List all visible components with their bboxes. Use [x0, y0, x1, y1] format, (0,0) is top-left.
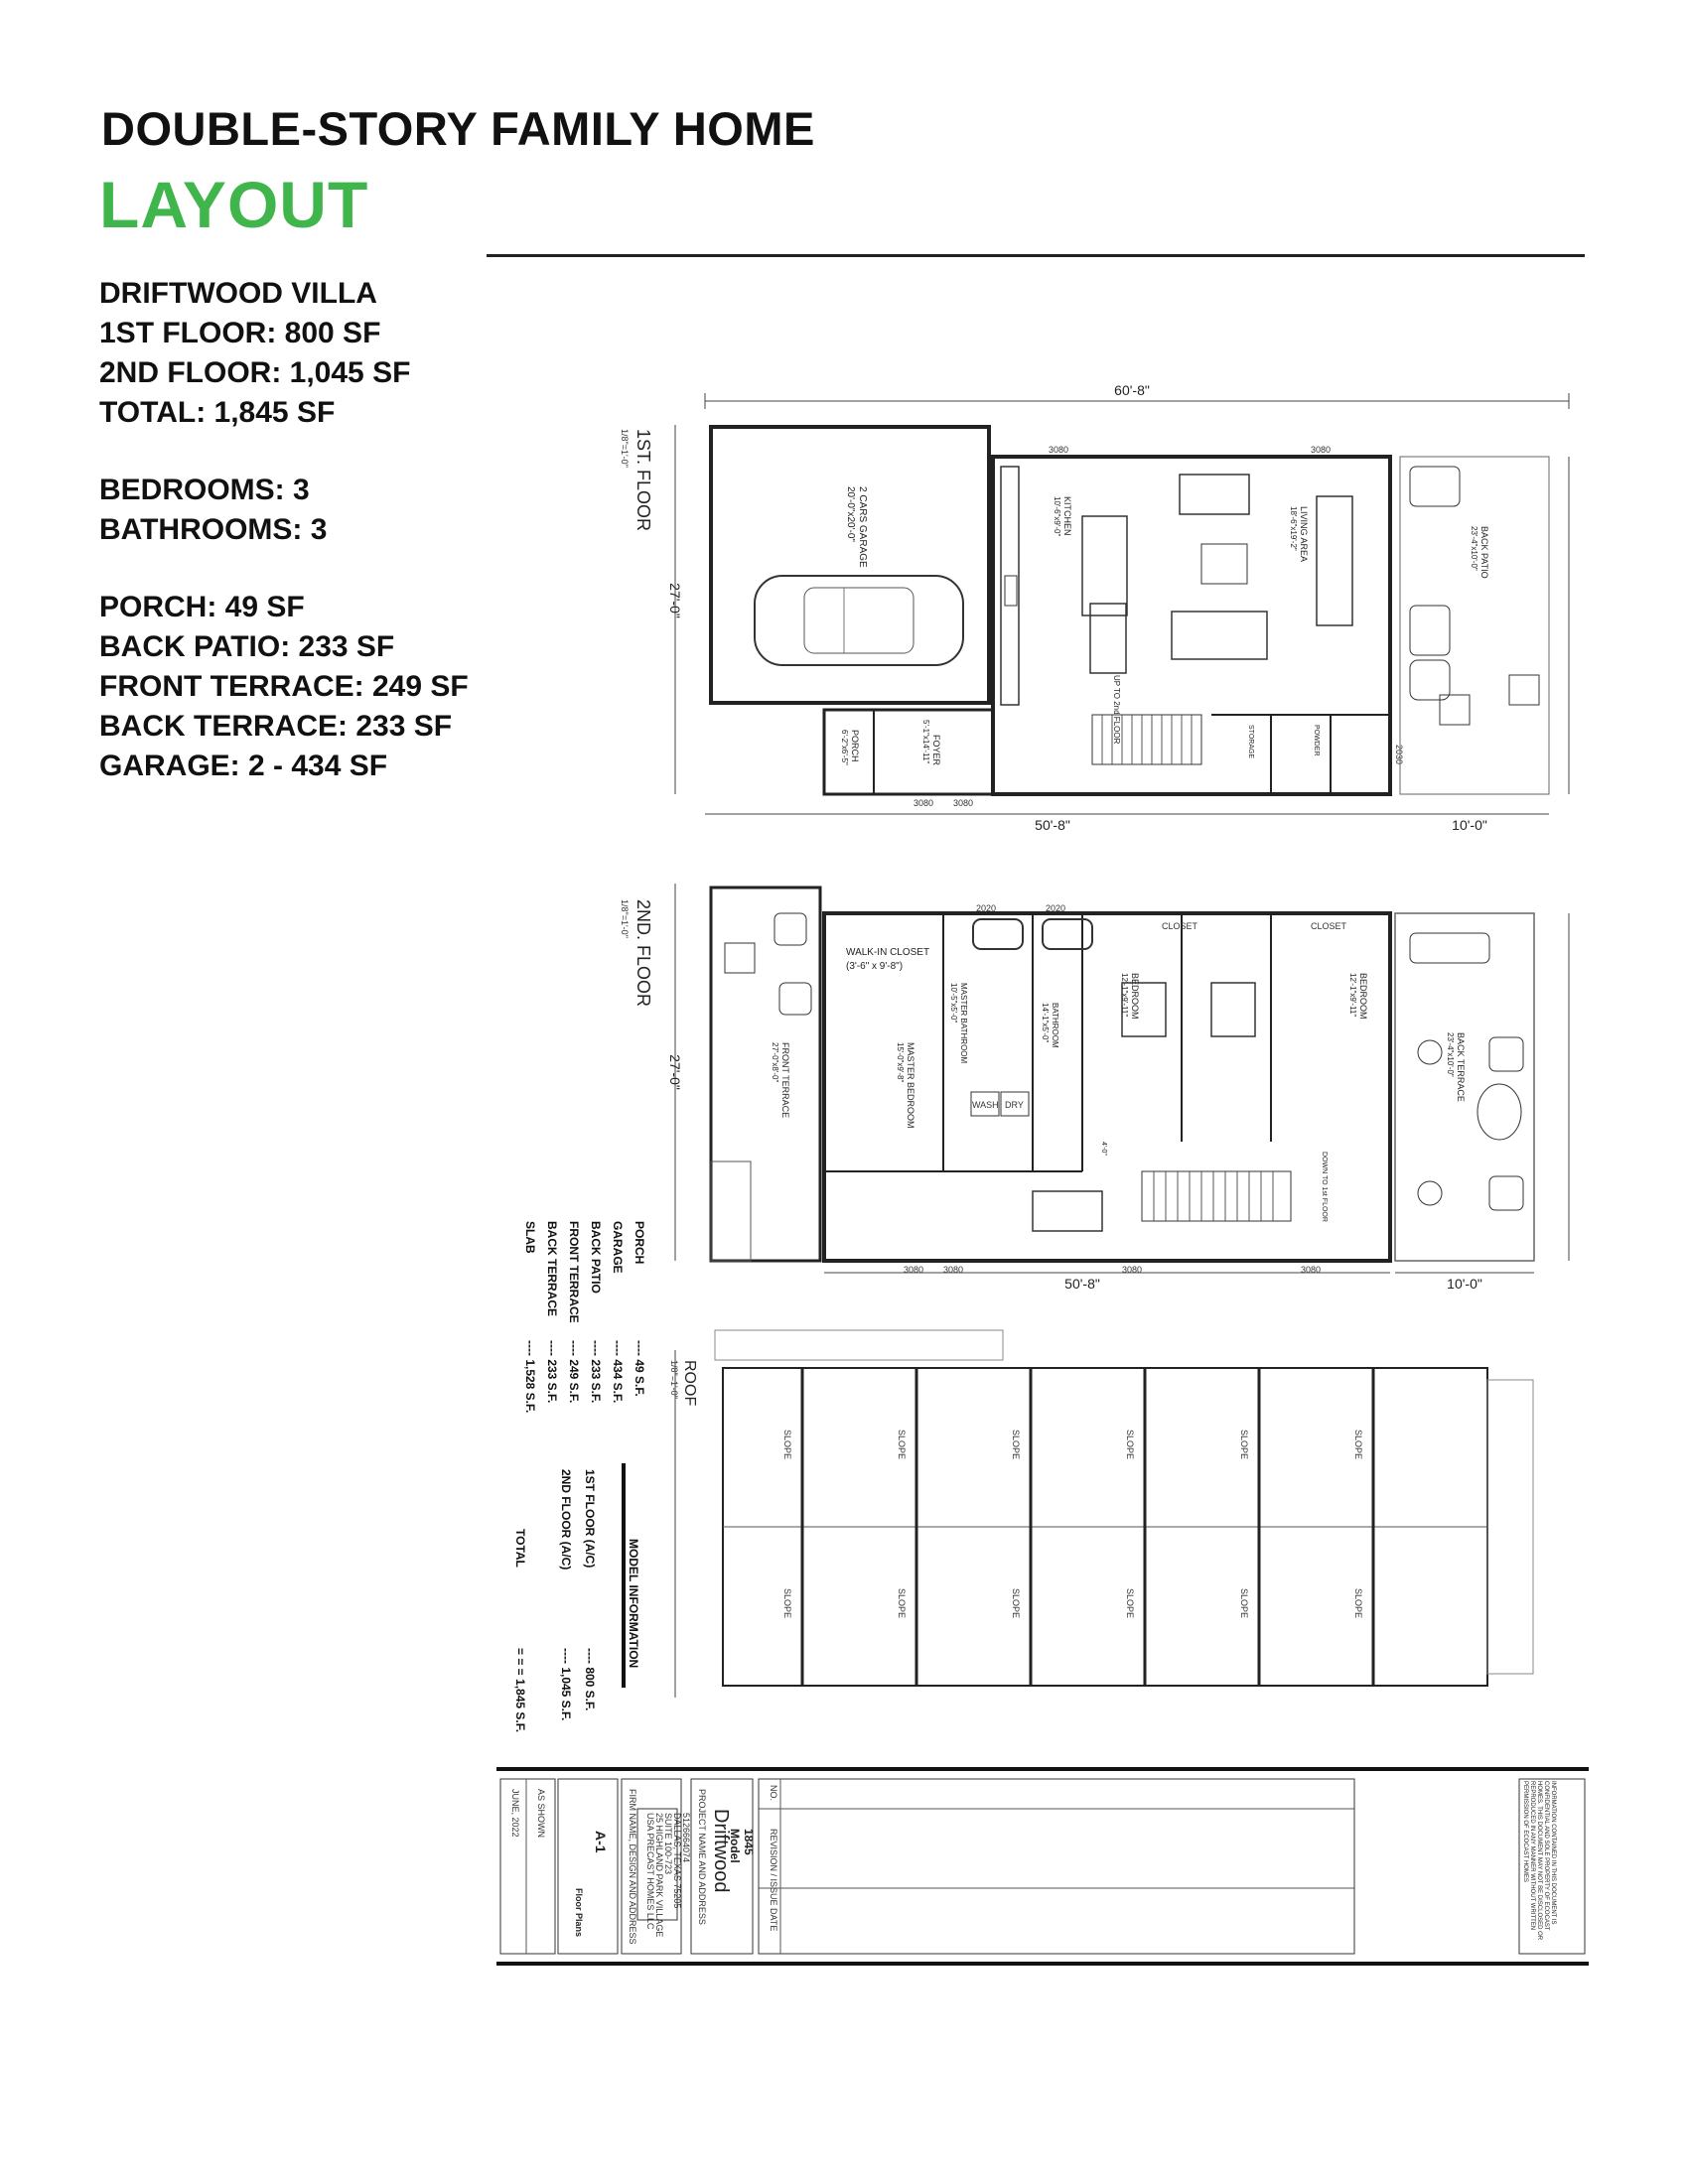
slope-label: SLOPE [1239, 1430, 1249, 1460]
down-label: DOWN TO 1st FLOOR [1321, 1152, 1328, 1222]
walkin-dim: (3'-6" x 9'-8") [846, 961, 904, 972]
closet-label: CLOSET [1162, 921, 1198, 931]
floor1-dim-left: 27'-0" [667, 583, 683, 618]
spec-first-floor: 1ST FLOOR: 800 SF [99, 317, 381, 349]
spec-bedrooms: BEDROOMS: 3 [99, 474, 310, 506]
spec-porch: PORCH: 49 SF [99, 591, 305, 623]
up-label: UP TO 2nd FLOOR [1112, 675, 1121, 745]
hall-dim: 4'-0" [1100, 1142, 1107, 1156]
floor1-dim-bottom: 50'-8" [1035, 817, 1070, 833]
area-row-value: ---- 249 S.F. [567, 1340, 581, 1404]
spec-second-floor: 2ND FLOOR: 1,045 SF [99, 356, 411, 389]
bathroom-label: BATHROOM [1051, 1003, 1059, 1048]
living-dim: 18'-6"x19'-2" [1289, 506, 1298, 551]
tb-rev-no: NO. [769, 1785, 778, 1802]
tb-date: JUNE, 2022 [510, 1789, 520, 1838]
window-tag: 3080 [1122, 1265, 1143, 1275]
slope-label: SLOPE [897, 1430, 907, 1460]
slope-label: SLOPE [1353, 1588, 1363, 1619]
stairs-icon [1142, 1171, 1291, 1221]
window-tag: 2020 [1046, 903, 1066, 913]
storage-label: STORAGE [1247, 725, 1254, 759]
slope-label: SLOPE [782, 1588, 792, 1619]
spec-garage: GARAGE: 2 - 434 SF [99, 750, 388, 782]
first-floor-plan [616, 377, 1589, 834]
back-terrace-label: BACK TERRACE [1456, 1032, 1466, 1102]
model-row-value: ---- 1,045 S.F. [559, 1648, 573, 1721]
bathroom-dim: 14'-1"x5'-0" [1041, 1003, 1050, 1043]
model-row-name: 1ST FLOOR (A/C) [583, 1469, 597, 1569]
spec-back-terrace: BACK TERRACE: 233 SF [99, 710, 453, 743]
area-row-name: GARAGE [611, 1221, 625, 1274]
area-row-value: ---- 233 S.F. [589, 1340, 603, 1404]
tb-sheet-title: Floor Plans [574, 1888, 584, 1938]
floor1-dim-patio: 10'-0" [1452, 817, 1487, 833]
foyer-dim: 5'-1"x14'-11" [921, 720, 930, 764]
area-row-name: PORCH [633, 1221, 646, 1265]
floor2-scale: 1/8"=1'-0" [620, 899, 630, 938]
model-info-title: MODEL INFORMATION [627, 1539, 640, 1669]
car-icon [755, 576, 963, 665]
page-title: DOUBLE-STORY FAMILY HOME [101, 102, 815, 155]
area-row-value: ---- 1,528 S.F. [523, 1340, 537, 1414]
header-rule [487, 254, 1585, 257]
page-subtitle: LAYOUT [99, 168, 369, 241]
powder-label: POWDER [1313, 725, 1320, 756]
tb-firm-name: USA PRECAST HOMES LLC [645, 1813, 655, 1930]
stairs-icon [1092, 715, 1201, 764]
bedroom-label: BEDROOM [1358, 973, 1368, 1020]
slope-label: SLOPE [1011, 1588, 1021, 1619]
floor2-dim-bottom: 50'-8" [1064, 1276, 1100, 1292]
master-bed-label: MASTER BEDROOM [906, 1042, 915, 1129]
patio-label: BACK PATIO [1479, 526, 1489, 579]
floor2-label: 2ND. FLOOR [633, 899, 653, 1008]
slope-label: SLOPE [1011, 1430, 1021, 1460]
garage-label: 2 CARS GARAGE [857, 486, 868, 568]
slope-label: SLOPE [1125, 1430, 1135, 1460]
closet-label: CLOSET [1311, 921, 1347, 931]
tb-rev-date: DATE [769, 1908, 778, 1932]
master-bed-dim: 15'-0"x9'-8" [896, 1042, 905, 1083]
model-row-value: = = = 1,845 S.F. [513, 1648, 527, 1733]
kitchen-dim: 10'-6"x9'-0" [1053, 496, 1061, 537]
slope-label: SLOPE [1125, 1588, 1135, 1619]
slope-label: SLOPE [1353, 1430, 1363, 1460]
model-info-table [496, 1459, 645, 1757]
front-terrace-dim: 27'-0"x8'-0" [771, 1042, 779, 1083]
title-block [496, 1769, 1589, 1968]
area-row-name: BACK TERRACE [545, 1221, 559, 1316]
roof-label: ROOF [681, 1360, 698, 1407]
floor2-dim-terrace: 10'-0" [1447, 1276, 1482, 1292]
window-tag: 3080 [904, 1265, 924, 1275]
walkin-label: WALK-IN CLOSET [846, 947, 930, 958]
tb-firm-addr2: SUITE 100-723 [663, 1813, 673, 1875]
roof-plan [669, 1330, 1549, 1698]
window-tag: 3080 [953, 798, 974, 808]
window-tag: 3080 [1311, 445, 1332, 455]
second-floor-plan [616, 874, 1589, 1291]
window-tag: 3080 [914, 798, 934, 808]
area-table [496, 1211, 645, 1430]
bedroom-dim: 12'-1"x9'-11" [1348, 973, 1357, 1018]
spec-name: DRIFTWOOD VILLA [99, 277, 377, 310]
master-bath-label: MASTER BATHROOM [959, 983, 968, 1064]
back-terrace-dim: 23'-4"x10'-0" [1446, 1032, 1455, 1077]
area-row-name: FRONT TERRACE [567, 1221, 581, 1323]
tb-firm-addr1: 25 HIGHLAND PARK VILLAGE [654, 1813, 664, 1938]
tb-model: Model [728, 1829, 742, 1863]
model-row-value: ---- 800 S.F. [583, 1648, 597, 1711]
kitchen-label: KITCHEN [1062, 496, 1072, 536]
tb-rev-desc: REVISION / ISSUE [769, 1829, 778, 1906]
bedroom-label: BEDROOM [1130, 973, 1140, 1020]
model-row-name: 2ND FLOOR (A/C) [559, 1469, 573, 1570]
porch-dim: 6'-2"x6'-5" [840, 730, 849, 765]
spec-front-terrace: FRONT TERRACE: 249 SF [99, 670, 469, 703]
tb-scale: AS SHOWN [536, 1789, 546, 1839]
wash-label: WASH [972, 1100, 999, 1110]
garage-dim: 20'-0"x20'-0" [845, 486, 856, 542]
area-row-value: ---- 49 S.F. [633, 1340, 646, 1397]
front-terrace-label: FRONT TERRACE [780, 1042, 790, 1119]
window-tag: 3080 [943, 1265, 964, 1275]
tb-sheet: A-1 [593, 1831, 609, 1853]
tb-firm-label: FIRM NAME, DESIGN AND ADDRESS [628, 1789, 637, 1945]
area-row-value: ---- 434 S.F. [611, 1340, 625, 1404]
tb-model-number: 1845 [742, 1829, 756, 1855]
floor1-dim-top: 60'-8" [1114, 382, 1150, 398]
spec-bathrooms: BATHROOMS: 3 [99, 513, 328, 546]
tb-notice: INFORMATION CONTAINED IN THIS DOCUMENT IS CONFIDENTIAL AND SOLE PROPERTY OF ECOCAST HOMES. THIS DOCUMENT MAY NOT BE DISCLOSED OR REPRODUCED IN ANY MANNER WITHOUT WRITTEN PERMISSION OF ECOCAST HOMES [1522, 1781, 1556, 1941]
roof-scale: 1/8"=1'-0" [669, 1360, 679, 1399]
model-row-name: TOTAL [513, 1529, 527, 1568]
tb-project-label: PROJECT NAME AND ADDRESS [697, 1789, 707, 1925]
floor2-dim-left: 27'-0" [667, 1054, 683, 1090]
spec-total: TOTAL: 1,845 SF [99, 396, 336, 429]
door-tag: 2030 [1394, 745, 1404, 765]
dry-label: DRY [1005, 1100, 1024, 1110]
foyer-label: FOYER [931, 735, 941, 766]
area-row-name: SLAB [523, 1221, 537, 1254]
tb-firm-phone: 5126664074 [681, 1813, 691, 1863]
area-row-name: BACK PATIO [589, 1221, 603, 1294]
tb-project-name: Driftwood [710, 1809, 732, 1893]
bedroom-dim: 12'-1"x9'-11" [1120, 973, 1129, 1018]
tb-firm-addr3: DALLAS, TEXAS 75205 [672, 1813, 682, 1909]
spec-list [99, 274, 469, 786]
window-tag: 3080 [1049, 445, 1069, 455]
floor1-label: 1ST. FLOOR [633, 429, 653, 532]
slope-label: SLOPE [1239, 1588, 1249, 1619]
slope-label: SLOPE [782, 1430, 792, 1460]
spec-back-patio: BACK PATIO: 233 SF [99, 630, 395, 663]
porch-label: PORCH [850, 730, 860, 762]
window-tag: 3080 [1301, 1265, 1322, 1275]
window-tag: 2020 [976, 903, 997, 913]
floor1-scale: 1/8"=1'-0" [620, 429, 630, 468]
area-row-value: ---- 233 S.F. [545, 1340, 559, 1404]
living-label: LIVING AREA [1299, 506, 1309, 563]
master-bath-dim: 10'-5"x5'-0" [949, 983, 958, 1024]
patio-dim: 23'-4"x10'-0" [1470, 526, 1478, 571]
slope-label: SLOPE [897, 1588, 907, 1619]
